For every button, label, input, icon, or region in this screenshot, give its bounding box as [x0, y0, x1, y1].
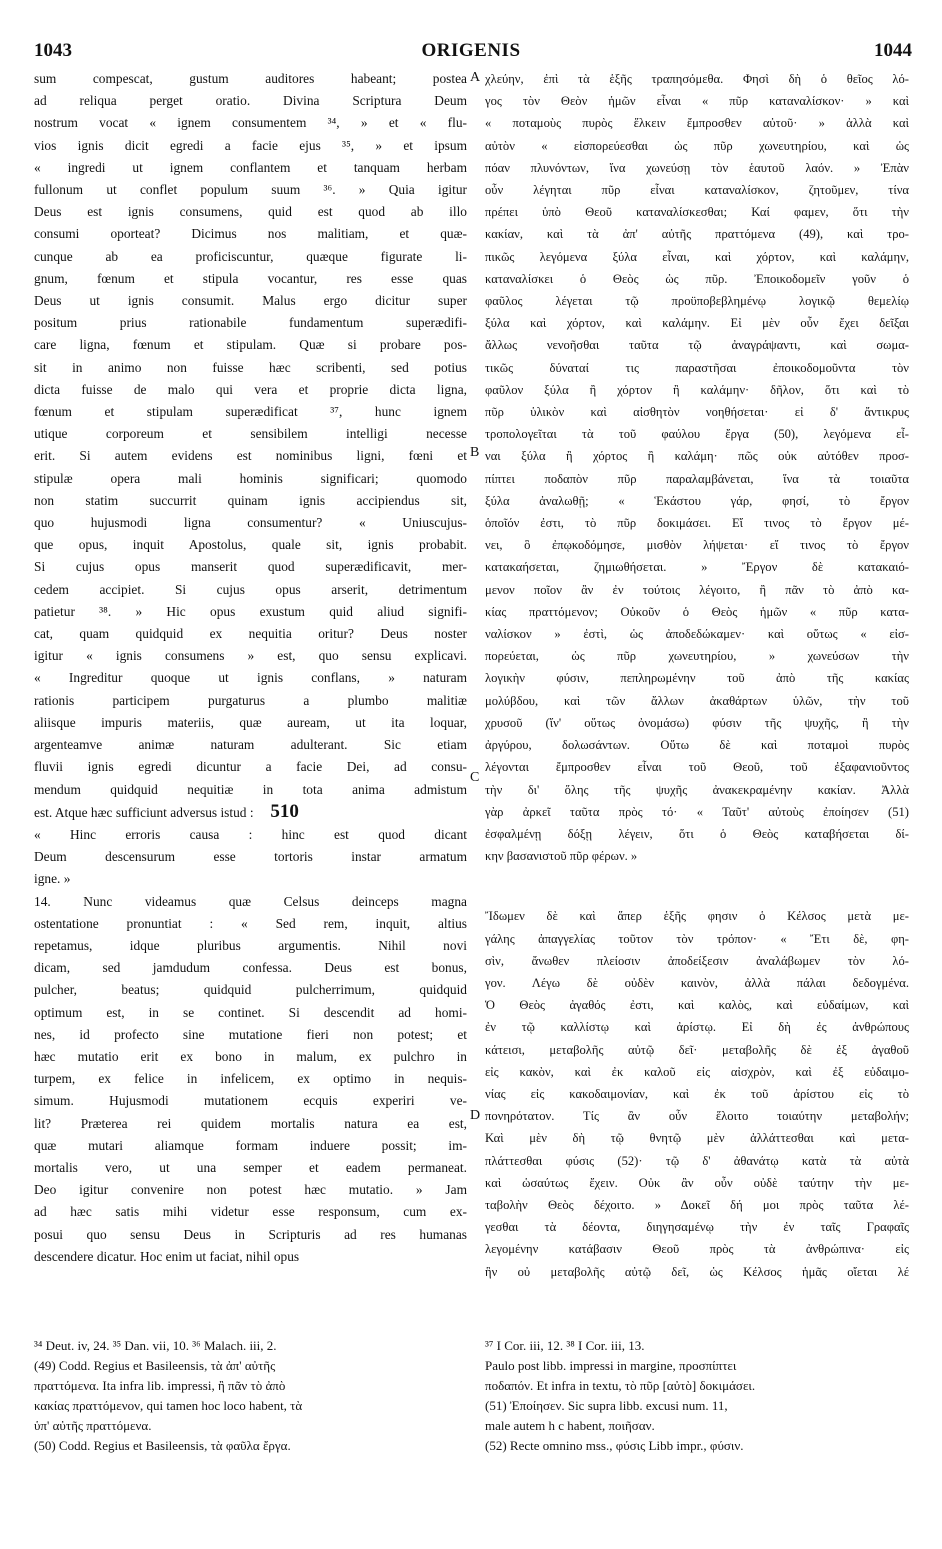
greek-footnotes	[485, 1336, 909, 1456]
greek-text-line: αὐτὸν « εἰσπορεύεσθαι ὡς πῦρ χωνευτηρίου, καὶ ὡς	[485, 138, 909, 153]
footnote-line: male autem h c habent, ποιῆσαν.	[485, 1418, 655, 1433]
latin-text-line: Si cujus opus manserit quod superædificavit, mer-	[34, 559, 467, 575]
greek-text-line: χλεύην, ἐπὶ τὰ ἑξῆς τραπησόμεθα. Φησὶ δὴ ὁ θεῖος λό-	[485, 72, 909, 86]
latin-text-line: que opus, inquit Apostolus, quale sit, ignis probabit.	[34, 537, 467, 553]
latin-text-line: « ingredi ut ignem conflantem et tanquam herbam	[34, 159, 467, 175]
greek-text-line: ξύλα ἀναλωθῇ; « Ἑκάστου γάρ, φησί, τὸ ἔργον	[485, 493, 909, 508]
latin-text-line: non statim succurrit quinam ignis accipiendus sit,	[34, 492, 467, 508]
latin-text-line: fœnum et stipulam superædificat ³⁷, hunc ignem	[34, 404, 467, 420]
greek-text-line: πονηρότατον. Τίς ἂν οὖν ἕλοιτο τοιαύτην μεταβολήν;	[485, 1109, 909, 1124]
latin-text-line: fullonum ut conflet populum suum ³⁶. » Quia igitur	[34, 182, 467, 198]
greek-text-line: χρυσοῦ (ἵν' οὕτως ὀνομάσω) φύσιν τῆς ψυχῆς, ἢ τὴν	[485, 715, 909, 730]
latin-text-line: positum prius rationabile fundamentum superædifi-	[34, 315, 467, 331]
greek-text-line: τικῶς δύναταί τις παραστῆσαι ἐποικοδομοῦντα τὸν	[485, 360, 909, 375]
greek-text-line: γον. Λέγω δὲ οὐδὲν καινὸν, ἀλλὰ πάλαι δεδογμένα.	[485, 975, 909, 990]
greek-text-line: πῦρ ὑλικὸν καὶ αἰσθητὸν νοηθήσεται· εἰ δ' ἄντικρυς	[485, 405, 909, 420]
latin-text-line: dicta fuisse de malo qui vera et proprie dicta ligna,	[34, 381, 467, 397]
footnote-line: κακίας πραττόμενον, qui tamen hoc loco habent, τὰ	[34, 1398, 303, 1413]
latin-text-line: ostentatione pronuntiat : « Sed rem, inquit, altius	[34, 915, 467, 931]
greek-text-line: λογικὴν φύσιν, πεπληρωμένην τοῦ ἀπὸ τῆς κακίας	[485, 671, 909, 686]
footnote-line: ποδαπόν. Et infra in textu, τὸ πῦρ [αὐτὸ] δοκιμάσει.	[485, 1378, 756, 1393]
latin-text-line: turpem, ex felice in infelicem, ex optimo in nequis-	[34, 1071, 467, 1087]
greek-text-line: νίας εἰς κακοδαιμονίαν, καὶ ἐκ τοῦ ἀρίστου εἰς τὸ	[485, 1086, 909, 1101]
latin-text-line: ad reliqua perget oratio. Divina Scriptura Deum	[34, 93, 467, 109]
greek-text-line: ναλίσκον » ἐστὶ, ὡς ἀποδεδώκαμεν· καὶ οὕτως « εἰσ-	[485, 627, 909, 642]
footnote-line: πραττόμενα. Ita infra lib. impressi, ἢ πᾶν τὸ ἀπὸ	[34, 1378, 286, 1393]
left-page-number: 1043	[34, 40, 72, 61]
column-number: 510	[265, 800, 299, 822]
latin-text-line: « Hinc erroris causa : hinc est quod dicant	[34, 826, 467, 842]
latin-text-line: igne. »	[34, 871, 71, 887]
latin-text-line: utique corporeum et sensibilem intelligi necesse	[34, 426, 467, 442]
latin-text-line: posui quo sensu Deus in Scripturis ad res humanas	[34, 1226, 467, 1242]
greek-text-line: κην βασανιστοῦ πῦρ φέρων. »	[485, 849, 638, 864]
greek-text-line: γεσθαι τὰ δέοντα, διηγησαμένῳ τὴν ἐν ταῖς Γραφαῖς	[485, 1220, 909, 1235]
latin-text-line: hæc mutatio erit ex bono in malum, ex pulchro in	[34, 1048, 467, 1064]
greek-text-line: ταβολὴν Θεὸς δέχοιτο. » Δοκεῖ δή μοι πρὸς ταῦτα λέ-	[485, 1197, 909, 1212]
latin-text-line: simum. Hujusmodi mutationem ecquis experiri ve-	[34, 1093, 467, 1109]
greek-text-line: οὖν λέγηται πῦρ εἶναι καταναλίσκον, ζητοῦμεν, τίνα	[485, 183, 909, 198]
greek-text-line: πλάττεσθαι φύσις (52)· τῷ δ' ἀθανάτῳ κατὰ τὰ αὐτὰ	[485, 1153, 909, 1168]
greek-text-line: ὁποῖόν ἐστι, τὸ πῦρ δοκιμάσει. Εἴ τινος τὸ ἔργον μέ-	[485, 516, 909, 531]
latin-text-line: cedem accipiet. Si cujus opus arserit, detrimentum	[34, 581, 467, 597]
greek-text-line: γάλης ἀπαγγελίας τοῦτον τὸν τρόπον· « Ἔτι δὲ, φη-	[485, 931, 909, 946]
footnote-line: (52) Recte omnino mss., φύσις Libb impr., φύσιν.	[485, 1438, 744, 1453]
greek-text-line: φαῦλος λέγεται τῷ προϋποβεβλημένῳ λογικῷ θεμελίῳ	[485, 294, 909, 309]
greek-text-line: ἄλλως νενοῆσθαι ταῦτα τῷ ἀναγράψαντι, καὶ σωμα-	[485, 338, 909, 353]
latin-text-line: quo hujusmodi ligna consumentur? « Uniuscujus-	[34, 515, 467, 531]
latin-text-line: 14. Nunc videamus quæ Celsus deinceps magna	[34, 893, 467, 909]
greek-text-line: τροπολογεῖται τὰ τοῦ φαύλου ἔργα (50), λεγόμενα εἶ-	[485, 427, 909, 442]
footnote-line: (51) Ἐποίησεν. Sic supra libb. excusi num. 11,	[485, 1398, 728, 1413]
margin-letter-a: A	[470, 70, 481, 85]
latin-text-line: cunque ab ea proficiscuntur, quæque figurate li-	[34, 248, 467, 264]
margin-letter-d: D	[470, 1108, 481, 1123]
greek-text-line: ἐσφαλμένῃ δόξῃ λέγειν, ὅτι ὁ Θεὸς καταβήσεται δί-	[485, 826, 909, 841]
greek-text-line: Ἴδωμεν δὲ καὶ ἅπερ ἑξῆς φησιν ὁ Κέλσος μετὰ με-	[485, 909, 909, 924]
latin-text-line: Deum descensurum esse tortoris instar armatum	[34, 849, 467, 865]
footnote-line: ὑπ' αὐτῆς πραττόμενα.	[34, 1418, 152, 1433]
greek-text-line: πόαν πλυνόντων, ἵνα χωνεύσῃ τὸν ἑαυτοῦ λαόν. » Ἐπὰν	[485, 160, 909, 175]
greek-text-line: μολύβδου, καὶ τῶν ἄλλων ἀκαθάρτων ὑλῶν, τὴν τοῦ	[485, 693, 909, 708]
greek-text-line: « ποταμοὺς πυρὸς ἕλκειν ἔμπροσθεν αὐτοῦ· » ἀλλὰ καὶ	[485, 116, 909, 131]
latin-text-line: lit? Præterea rei quidem mortalis natura ea est,	[34, 1115, 467, 1131]
greek-text-line: ἣν οὐ μεταβολῆς αὐτῷ δεῖ, ὡς Κέλσος ἡμᾶς οἴεται λέ	[485, 1264, 909, 1279]
greek-text-line: σὶν, ἄνωθεν πλείοσιν ἀποδείξεσιν ἀναλάβωμεν τὸν λό-	[485, 953, 909, 968]
footnote-line: Paulo post libb. impressi in margine, προσπίπτει	[485, 1358, 737, 1373]
latin-text-line: gnum, fœnum et stipula vocantur, res esse quas	[34, 270, 467, 286]
greek-text-line: λεγομένην κατάβασιν Θεοῦ πρὸς τὰ ἀνθρώπινα· εἰς	[485, 1242, 909, 1257]
greek-text-line: κακίαν, καὶ τὰ ἀπ' αὐτῆς πραττόμενα (49), καὶ τρο-	[485, 227, 909, 242]
greek-text-line: γος τὸν Θεὸν ἡμῶν εἶναι « πῦρ καταναλίσκον· » καὶ	[485, 94, 909, 109]
greek-text-line: ἐν τῷ καλλίστῳ καὶ ἀρίστῳ. Εἰ δὴ ἐς ἀνθρώπους	[485, 1020, 909, 1035]
footnote-line: ³⁷ I Cor. iii, 12. ³⁸ I Cor. iii, 13.	[485, 1338, 645, 1353]
paragraph-gap	[485, 867, 909, 905]
latin-text-line: igitur « ignis consumens » est, quo sensu explicavi.	[34, 648, 467, 664]
running-title: ORIGENIS	[421, 40, 521, 61]
greek-text-line: πορεύεται, ὡς πῦρ χωνευτηρίου, » χωνεύσων τὴν	[485, 649, 909, 664]
greek-text-line: κατακαήσεται, ζημιωθήσεται. » Ἔργον δὲ κατακαιό-	[485, 560, 909, 575]
greek-text-line: ἀργύρου, δολωσάντων. Οὕτω δὲ καὶ ποταμοὶ πυρὸς	[485, 738, 909, 753]
greek-text-line: τὴν δι' ὅλης τῆς ψυχῆς ἀνακεκραμένην κακίαν. Ἀλλὰ	[485, 782, 909, 797]
greek-text-line: Καὶ μὲν δὴ τῷ θνητῷ μὲν ἀλλάττεσθαι καὶ μετα-	[485, 1131, 909, 1146]
greek-text-line: ξύλα καὶ χόρτον, καὶ καλάμην. Εἰ μὲν οὖν ἔχει δεῖξαι	[485, 316, 909, 331]
greek-text-line: πικῶς λεγόμενα ξύλα εἶναι, καὶ χόρτον, καὶ καλάμην,	[485, 249, 909, 264]
right-page-number: 1044	[874, 40, 912, 61]
latin-text-line: repetamus, idque pluribus argumentis. Nihil novi	[34, 937, 467, 953]
greek-text-line: νει, ὃ ἐπῳκοδόμησε, μισθὸν λήψεται· εἴ τινος τὸ ἔργον	[485, 538, 909, 553]
latin-text-line: « Ingreditur quoque ut ignis conflans, » naturam	[34, 670, 467, 686]
latin-text-line: pulcher, beatus; quidquid pulcherrimum, quidquid	[34, 982, 467, 998]
greek-text-line: εἰς κακὸν, καὶ ἐκ καλοῦ εἰς αἰσχρὸν, καὶ ἐξ εὐδαιμο-	[485, 1064, 909, 1079]
latin-text-line: patietur ³⁸. » Hic opus exustum quid aliud signifi-	[34, 603, 467, 619]
margin-letter-b: B	[470, 445, 480, 460]
latin-text-line: rationis participem purgaturus a plumbo malitiæ	[34, 692, 467, 708]
latin-text-line: nes, id profecto sine mutatione fieri non potest; et	[34, 1026, 467, 1042]
footnote-line: (49) Codd. Regius et Basileensis, τὰ ἀπ' αὐτῆς	[34, 1358, 276, 1373]
footnote-line: ³⁴ Deut. iv, 24. ³⁵ Dan. vii, 10. ³⁶ Malach. iii, 2.	[34, 1338, 277, 1353]
greek-text-line: κίας πραττόμενον; Οὐκοῦν ὁ Θεὸς ἡμῶν « πῦρ κατα-	[485, 604, 909, 619]
greek-text-line: πίπτει ποδαπὸν πῦρ παραλαμβάνεται, ἵνα τὰ τοιαῦτα	[485, 471, 909, 486]
latin-column	[34, 68, 467, 1268]
latin-footnotes	[34, 1336, 467, 1456]
latin-text-line: fluvii ignis egredi dicuntur a facie Dei, ad consu-	[34, 759, 467, 775]
greek-text-line: Ὁ Θεὸς ἀγαθός ἐστι, καὶ καλὸς, καὶ εὐδαίμων, καὶ	[485, 998, 909, 1013]
latin-text-line: Deus est ignis consumens, quid est quod ab illo	[34, 204, 467, 220]
latin-text-line: ad hæc satis mihi videtur esse responsum, cum ex-	[34, 1204, 467, 1220]
latin-text-line: dicam, sed jamdudum confessa. Deus est bonus,	[34, 960, 467, 976]
latin-text-line: mendum quidquid nequitiæ in tota anima admistum	[34, 781, 467, 797]
greek-text-line: καὶ ὡσαύτως ἔχειν. Οὐκ ἂν οὖν οὐδὲ ταύτην τὴν με-	[485, 1175, 909, 1190]
margin-letter-c: C	[470, 770, 480, 785]
latin-text-line: quæ mutari aliamque formam induere possit; im-	[34, 1137, 467, 1153]
latin-text-line: aliisque impuris materiis, quæ auream, ut ita loquar,	[34, 714, 467, 730]
latin-text-line: est. Atque hæc sufficiunt adversus istud : 510	[34, 800, 299, 822]
latin-text-line: sit in animo non fuisse hæc scribenti, sed potius	[34, 359, 467, 375]
greek-text-line: γὰρ ἀρκεῖ ταῦτα πρὸς τό· « Ταῦτ' αὐτοὺς ἐποίησεν (51)	[485, 804, 909, 819]
latin-text-line: nostrum vocat « ignem consumentem ³⁴, » et « flu-	[34, 115, 467, 131]
latin-text-line: erit. Si autem evidens est nominibus ligni, fœni et	[34, 448, 467, 464]
latin-text-line: Deo igitur convenire non potest hæc mutatio. » Jam	[34, 1182, 467, 1198]
greek-column	[485, 68, 909, 1283]
greek-text-line: κάτεισι, μεταβολῆς αὐτῷ δεῖ· μεταβολῆς δὲ ἐξ ἀγαθοῦ	[485, 1042, 909, 1057]
running-header	[0, 40, 942, 64]
footnote-line: (50) Codd. Regius et Basileensis, τὰ φαῦλα ἔργα.	[34, 1438, 291, 1453]
greek-text-line: φαῦλον ξύλα ἢ χόρτον ἢ καλάμην· δῆλον, ὅτι καὶ τὸ	[485, 382, 909, 397]
greek-text-line: καταναλίσκει ὁ Θεὸς ὡς πῦρ. Ἐποικοδομεῖν γοῦν ὁ	[485, 271, 909, 286]
latin-text-line: Deus ut ignis consumit. Malus ergo dicitur super	[34, 293, 467, 309]
latin-text-line: stipulæ opera mali hominis significari; quomodo	[34, 470, 467, 486]
latin-text-line: optimum est, in se continet. Si descendit ad homi-	[34, 1004, 467, 1020]
latin-text-line: sum compescat, gustum auditores habeant; postea	[34, 71, 467, 86]
latin-text-line: vios ignis dicit egredi a facie ejus ³⁵, » et ipsum	[34, 137, 467, 153]
latin-text-line: mortalis vero, ut una semper et eadem permaneat.	[34, 1159, 467, 1175]
latin-text-line: cat, quam quidquid ex nequitia oritur? Deus noster	[34, 626, 467, 642]
greek-text-line: μενον ποῖον ἂν ἐν τούτοις λέγοιτο, ἢ πᾶν τὸ ἀπὸ κα-	[485, 582, 909, 597]
greek-text-line: πρέπει ὑπὸ Θεοῦ καταναλίσκεσθαι; Καί φαμεν, ὅτι τὴν	[485, 205, 909, 220]
latin-text-line: consumi oporteat? Dicimus nos malitiam, et quæ-	[34, 226, 467, 242]
latin-text-line: argenteamve animæ naturam adulterant. Sic etiam	[34, 737, 467, 753]
greek-text-line: ναι ξύλα ἢ χόρτος ἢ καλάμη· πῶς οὐκ αὐτόθεν προσ-	[485, 449, 909, 464]
latin-text-line: care ligna, fœnum et stipulam. Quæ si probare pos-	[34, 337, 467, 353]
latin-text-line: descendere dicatur. Hoc enim ut faciat, nihil opus	[34, 1248, 300, 1264]
greek-text-line: λέγονται ἔμπροσθεν εἶναι τοῦ Θεοῦ, τοῦ ἐξαφανιοῦντος	[485, 760, 909, 775]
